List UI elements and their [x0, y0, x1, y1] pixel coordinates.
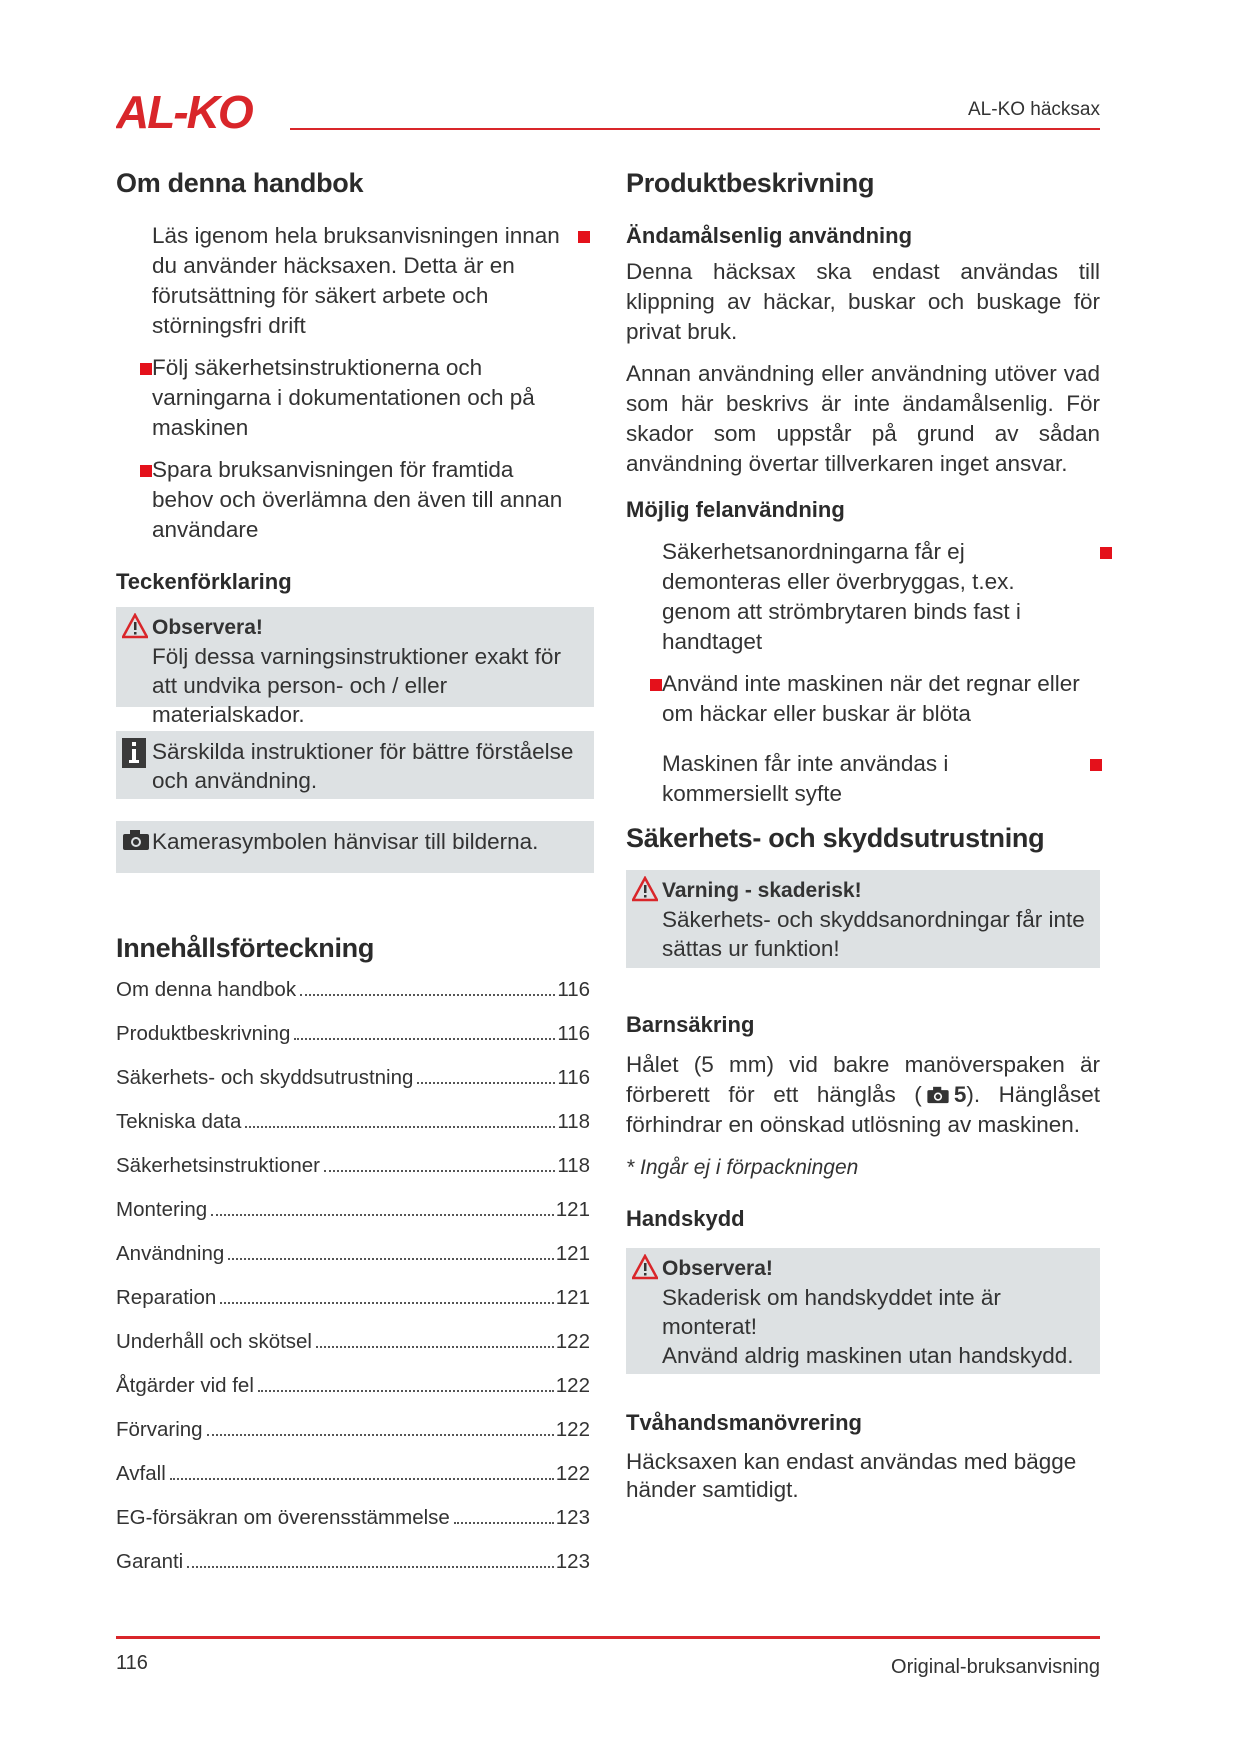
toc-leader-dots: [454, 1522, 554, 1524]
list-item: Följ säkerhetsinstruktionerna och varningarna i dokumentationen och på maskinen: [152, 353, 594, 443]
toc-entry-page: 121: [555, 1198, 590, 1221]
toc-entry-title: Reparation: [116, 1286, 217, 1309]
legend-info-box: [116, 731, 594, 799]
toc-entry-title: Åtgärder vid fel: [116, 1374, 254, 1397]
toc-entry: [116, 1374, 590, 1418]
toc-entry-title: Tekniska data: [116, 1110, 242, 1133]
bullet-square-icon: [578, 231, 590, 243]
toc-entry: [116, 1110, 590, 1154]
toc-entry-page: 116: [557, 1022, 590, 1045]
logo-text: AL-KO: [116, 88, 252, 134]
toc-leader-dots: [316, 1346, 554, 1348]
toc-leader-dots: [220, 1302, 553, 1304]
hand-guard-warning-line1: Skaderisk om handskyddet inte är monterat!: [662, 1285, 1001, 1339]
alko-logo: [116, 88, 284, 134]
toc-entry-page: 122: [555, 1374, 590, 1397]
figure-reference: 5: [953, 1082, 967, 1107]
bullet-square-icon: [140, 363, 152, 375]
warning-triangle-icon: [632, 876, 658, 902]
safety-warning-box: [626, 870, 1100, 968]
header-rule: [290, 128, 1100, 130]
toc-entry: [116, 1550, 590, 1594]
toc-entry: [116, 1506, 590, 1550]
toc-leader-dots: [300, 994, 555, 996]
toc-entry-title: Om denna handbok: [116, 978, 297, 1001]
toc-entry-title: Avfall: [116, 1462, 166, 1485]
hand-guard-warning-title: Observera!: [662, 1257, 773, 1280]
page-number: 116: [116, 1652, 148, 1674]
misuse-list: [626, 537, 1100, 809]
legend-warning-box: [116, 607, 594, 727]
legend-warning-title: Observera!: [152, 616, 263, 639]
toc-leader-dots: [211, 1214, 554, 1216]
toc-entry-title: EG-försäkran om överensstämmelse: [116, 1506, 450, 1529]
child-lock-heading: Barnsäkring: [626, 1012, 755, 1037]
bullet-square-icon: [1090, 759, 1102, 771]
toc-entry-title: Säkerhetsinstruktioner: [116, 1154, 320, 1177]
camera-icon: [926, 1086, 950, 1104]
toc-entry: [116, 1330, 590, 1374]
intended-use-heading: Ändamålsenlig användning: [626, 223, 913, 248]
toc-entry: [116, 1418, 590, 1462]
toc-entry: [116, 1242, 590, 1286]
toc-entry-page: 121: [555, 1242, 590, 1265]
toc-leader-dots: [170, 1478, 554, 1480]
legend-camera-box: [116, 821, 594, 873]
toc-entry-title: Garanti: [116, 1550, 184, 1573]
legend-warning-text: Följ dessa varningsinstruktioner exakt för att undvika person- och / eller materialskador.: [152, 644, 561, 727]
hand-guard-warning-box: [626, 1248, 1100, 1374]
toc-leader-dots: [207, 1434, 554, 1436]
toc-entry-page: 121: [555, 1286, 590, 1309]
info-icon: [122, 737, 148, 769]
misuse-heading: Möjlig felanvändning: [626, 497, 845, 522]
product-heading: Produktbeskrivning: [626, 168, 875, 198]
bullet-square-icon: [1100, 547, 1112, 559]
hand-guard-heading: Handskydd: [626, 1206, 745, 1231]
alko-logo-graphic: [116, 88, 284, 134]
list-item: Säkerhetsanordningarna får ej demonteras eller överbryggas, t.ex. genom att strömbrytaren binds fast i handtaget: [662, 537, 1100, 657]
toc-entry-page: 118: [557, 1154, 590, 1177]
toc-entry-title: Montering: [116, 1198, 208, 1221]
legend-camera-text: Kamerasymbolen hänvisar till bilderna.: [152, 829, 539, 854]
about-heading: Om denna handbok: [116, 168, 364, 198]
intended-use-paragraph-1: Denna häcksax ska endast användas till klippning av häckar, buskar och buskage för privat bruk.: [626, 259, 1100, 344]
safety-warning-text: Säkerhets- och skyddsanordningar får inte sättas ur funktion!: [662, 907, 1085, 961]
toc-entry: [116, 1286, 590, 1330]
toc-entry: [116, 1022, 590, 1066]
about-list: [116, 221, 594, 545]
bullet-square-icon: [140, 465, 152, 477]
bullet-square-icon: [650, 679, 662, 691]
toc-entry-page: 122: [555, 1330, 590, 1353]
child-lock-paragraph: Hålet (5 mm) vid bakre manöverspaken är förberett för ett hänglås ( 5). Hänglåset förhindrar en oönskad utlösning av maskinen.: [626, 1052, 1100, 1137]
toc-entry-page: 122: [555, 1418, 590, 1441]
toc-entry-page: 122: [555, 1462, 590, 1485]
legend-heading: Teckenförklaring: [116, 569, 292, 594]
toc-entry-title: Produktbeskrivning: [116, 1022, 291, 1045]
toc-entry-page: 116: [557, 1066, 590, 1089]
toc-entry-page: 118: [557, 1110, 590, 1133]
toc-leader-dots: [417, 1082, 555, 1084]
toc-entry: [116, 1066, 590, 1110]
safety-warning-title: Varning - skaderisk!: [662, 879, 862, 902]
left-column: [116, 168, 594, 1594]
right-column: [626, 168, 1100, 1504]
toc-leader-dots: [228, 1258, 553, 1260]
toc-leader-dots: [258, 1390, 554, 1392]
warning-triangle-icon: [632, 1254, 658, 1280]
toc-entry: [116, 1198, 590, 1242]
list-item: Använd inte maskinen när det regnar eller om häckar eller buskar är blöta: [662, 669, 1100, 729]
toc-entry-page: 123: [555, 1550, 590, 1573]
child-lock-note: * Ingår ej i förpackningen: [626, 1156, 859, 1179]
warning-triangle-icon: [122, 613, 148, 639]
list-item: Maskinen får inte användas i kommersiellt syfte: [662, 749, 1100, 809]
toc-leader-dots: [324, 1170, 555, 1172]
toc-entry-title: Användning: [116, 1242, 225, 1265]
toc-entry-title: Förvaring: [116, 1418, 203, 1441]
header-doc-title: AL-KO häcksax: [968, 99, 1100, 120]
safety-heading: Säkerhets- och skyddsutrustning: [626, 823, 1045, 853]
footer-doc-type: Original-bruksanvisning: [891, 1656, 1100, 1678]
toc-entry-title: Säkerhets- och skyddsutrustning: [116, 1066, 414, 1089]
toc-heading: Innehållsförteckning: [116, 933, 375, 963]
table-of-contents: [116, 978, 590, 1594]
toc-leader-dots: [245, 1126, 555, 1128]
footer-rule: [116, 1636, 1100, 1639]
toc-leader-dots: [187, 1566, 554, 1568]
toc-entry: [116, 978, 590, 1022]
toc-entry: [116, 1154, 590, 1198]
toc-entry-page: 123: [555, 1506, 590, 1529]
list-item: Spara bruksanvisningen för framtida behov och överlämna den även till annan användare: [152, 455, 594, 545]
hand-guard-warning-line2: Använd aldrig maskinen utan handskydd.: [662, 1343, 1074, 1368]
toc-entry: [116, 1462, 590, 1506]
two-hand-paragraph: Häcksaxen kan endast användas med bägge händer samtidigt.: [626, 1449, 1077, 1502]
list-item: Läs igenom hela bruksanvisningen innan du använder häcksaxen. Detta är en förutsättning för säkert arbete och störningsfri drift: [152, 221, 594, 341]
legend-info-text: Särskilda instruktioner för bättre förståelse och användning.: [152, 739, 574, 793]
toc-entry-title: Underhåll och skötsel: [116, 1330, 312, 1353]
camera-icon: [122, 829, 150, 851]
toc-entry-page: 116: [557, 978, 590, 1001]
toc-leader-dots: [294, 1038, 555, 1040]
two-hand-heading: Tvåhandsmanövrering: [626, 1410, 862, 1435]
intended-use-paragraph-2: Annan användning eller användning utöver vad som här beskrivs är inte ändamålsenlig. För skador som uppstår på grund av sådan användning övertar tillverkaren inget ansvar.: [626, 361, 1100, 476]
